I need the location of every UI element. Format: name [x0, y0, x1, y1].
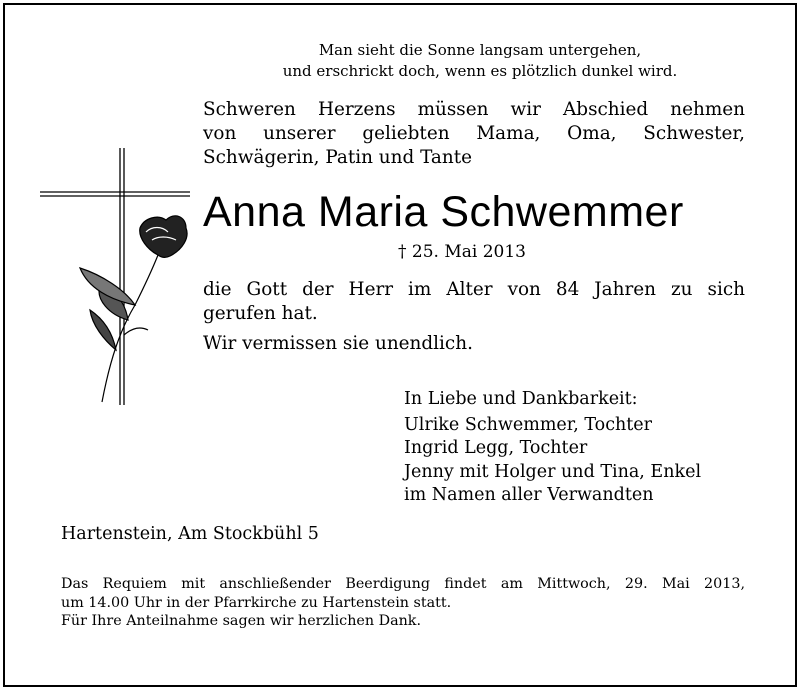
body-text — [203, 278, 745, 326]
mourners-block — [404, 388, 701, 508]
body-line-2: gerufen hat. — [203, 303, 318, 324]
intro-line-2: von unserer geliebten Mama, Oma, Schwester, — [203, 123, 745, 144]
quote-line-1: Man sieht die Sonne langsam untergehen, — [318, 41, 642, 59]
body-line-1: die Gott der Herr im Alter von 84 Jahren zu sich — [203, 279, 745, 300]
mourner-2: Ingrid Legg, Tochter — [404, 438, 588, 458]
cross-icon — [40, 140, 200, 410]
intro-line-1: Schweren Herzens müssen wir Abschied nehmen — [203, 99, 745, 120]
requiem-line-1: Das Requiem mit anschließender Beerdigung findet am Mittwoch, 29. Mai 2013, — [61, 576, 745, 592]
miss-line: Wir vermissen sie unendlich. — [203, 333, 473, 354]
intro-text — [203, 98, 745, 170]
opening-quote — [0, 40, 800, 82]
requiem-line-2: um 14.00 Uhr in der Pfarrkirche zu Hartenstein statt. — [61, 595, 452, 611]
rose-icon — [80, 216, 187, 402]
closing-line: Für Ihre Anteilnahme sagen wir herzlichen Dank. — [61, 613, 422, 629]
mourner-3: Jenny mit Holger und Tina, Enkel — [404, 461, 702, 482]
death-date: † 25. Mai 2013 — [398, 242, 526, 262]
address: Hartenstein, Am Stockbühl 5 — [61, 524, 319, 544]
intro-line-3: Schwägerin, Patin und Tante — [203, 147, 473, 168]
quote-line-2: und erschrickt doch, wenn es plötzlich dunkel wird. — [282, 62, 678, 80]
deceased-name: Anna Maria Schwemmer — [203, 188, 684, 236]
mourners-heading: In Liebe und Dankbarkeit: — [404, 389, 638, 409]
mourner-4: im Namen aller Verwandten — [404, 485, 654, 505]
mourner-1: Ulrike Schwemmer, Tochter — [404, 414, 653, 435]
requiem-info — [61, 575, 745, 613]
